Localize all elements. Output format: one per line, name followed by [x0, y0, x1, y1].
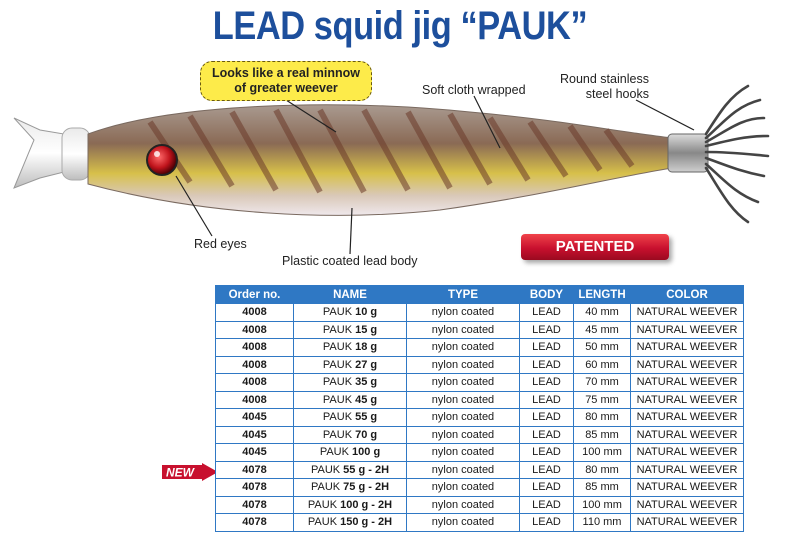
- color-cell: NATURAL WEEVER: [631, 339, 744, 357]
- name-prefix: PAUK: [307, 498, 338, 511]
- name-weight: 27 g: [355, 358, 378, 371]
- body-cell: LEAD: [520, 321, 574, 339]
- order-number-cell: 4008: [216, 321, 294, 339]
- table-row: [216, 496, 744, 514]
- name-prefix: PAUK: [322, 341, 353, 354]
- type-cell: nylon coated: [407, 514, 520, 532]
- body-cell: LEAD: [520, 461, 574, 479]
- type-cell: nylon coated: [407, 304, 520, 322]
- minnow-line-1: Looks like a real minnow: [212, 66, 360, 80]
- type-cell: nylon coated: [407, 409, 520, 427]
- length-cell: 80 mm: [574, 409, 631, 427]
- body-cell: LEAD: [520, 479, 574, 497]
- name-cell: [294, 339, 407, 357]
- length-cell: 85 mm: [574, 426, 631, 444]
- column-header: TYPE: [407, 286, 520, 304]
- body-cell: LEAD: [520, 304, 574, 322]
- new-badge: [162, 463, 218, 481]
- order-number-cell: 4078: [216, 514, 294, 532]
- column-header: NAME: [294, 286, 407, 304]
- tail-cap: [14, 118, 64, 188]
- type-cell: nylon coated: [407, 496, 520, 514]
- order-number-cell: 4008: [216, 391, 294, 409]
- color-cell: NATURAL WEEVER: [631, 391, 744, 409]
- order-number-cell: 4078: [216, 496, 294, 514]
- length-cell: 70 mm: [574, 374, 631, 392]
- color-cell: NATURAL WEEVER: [631, 514, 744, 532]
- table-header-row: [216, 286, 744, 304]
- color-cell: NATURAL WEEVER: [631, 444, 744, 462]
- table-row: [216, 479, 744, 497]
- color-cell: NATURAL WEEVER: [631, 321, 744, 339]
- type-cell: nylon coated: [407, 356, 520, 374]
- name-cell: [294, 426, 407, 444]
- name-prefix: PAUK: [319, 446, 349, 459]
- product-table-wrap: [215, 285, 743, 532]
- name-cell: [294, 444, 407, 462]
- name-weight: 150 g - 2H: [340, 516, 393, 529]
- name-cell: [294, 374, 407, 392]
- name-prefix: PAUK: [322, 306, 353, 319]
- new-label: NEW: [166, 465, 194, 480]
- color-cell: NATURAL WEEVER: [631, 304, 744, 322]
- order-number-cell: 4078: [216, 479, 294, 497]
- name-prefix: PAUK: [322, 376, 353, 389]
- name-weight: 10 g: [355, 306, 378, 319]
- body-cell: LEAD: [520, 356, 574, 374]
- name-weight: 45 g: [355, 393, 378, 406]
- length-cell: 60 mm: [574, 356, 631, 374]
- color-cell: NATURAL WEEVER: [631, 426, 744, 444]
- name-cell: [294, 409, 407, 427]
- body-cell: LEAD: [520, 496, 574, 514]
- color-cell: NATURAL WEEVER: [631, 356, 744, 374]
- table-row: [216, 426, 744, 444]
- type-cell: nylon coated: [407, 479, 520, 497]
- line-tie: [62, 128, 90, 180]
- body-cell: LEAD: [520, 409, 574, 427]
- table-row: [216, 321, 744, 339]
- length-cell: 75 mm: [574, 391, 631, 409]
- patented-badge: PATENTED: [521, 234, 669, 260]
- order-number-cell: 4008: [216, 339, 294, 357]
- name-weight: 75 g - 2H: [343, 481, 390, 494]
- page-title: LEAD squid jig “PAUK”: [212, 4, 588, 48]
- eyes-callout: Red eyes: [194, 237, 247, 251]
- name-weight: 55 g - 2H: [343, 463, 390, 476]
- column-header: LENGTH: [574, 286, 631, 304]
- table-row: [216, 461, 744, 479]
- product-table: [215, 285, 744, 532]
- cloth-callout: Soft cloth wrapped: [422, 83, 526, 97]
- body-cell: LEAD: [520, 426, 574, 444]
- name-weight: 100 g: [352, 446, 381, 459]
- length-cell: 85 mm: [574, 479, 631, 497]
- order-number-cell: 4045: [216, 426, 294, 444]
- body-cell: LEAD: [520, 374, 574, 392]
- color-cell: NATURAL WEEVER: [631, 409, 744, 427]
- column-header: BODY: [520, 286, 574, 304]
- name-cell: [294, 391, 407, 409]
- type-cell: nylon coated: [407, 391, 520, 409]
- color-cell: NATURAL WEEVER: [631, 496, 744, 514]
- length-cell: 45 mm: [574, 321, 631, 339]
- type-cell: nylon coated: [407, 321, 520, 339]
- name-prefix: PAUK: [322, 393, 353, 406]
- table-row: [216, 391, 744, 409]
- table-row: [216, 374, 744, 392]
- color-cell: NATURAL WEEVER: [631, 374, 744, 392]
- type-cell: nylon coated: [407, 374, 520, 392]
- order-number-cell: 4008: [216, 304, 294, 322]
- name-weight: 55 g: [355, 411, 378, 424]
- red-eye: [147, 145, 177, 175]
- order-number-cell: 4045: [216, 444, 294, 462]
- order-number-cell: 4008: [216, 374, 294, 392]
- body-cell: LEAD: [520, 514, 574, 532]
- length-cell: 80 mm: [574, 461, 631, 479]
- table-row: [216, 339, 744, 357]
- name-weight: 35 g: [355, 376, 378, 389]
- name-prefix: PAUK: [322, 411, 353, 424]
- name-weight: 100 g - 2H: [340, 498, 393, 511]
- hooks-line-1: Round stainless: [560, 72, 649, 86]
- color-cell: NATURAL WEEVER: [631, 461, 744, 479]
- name-cell: [294, 479, 407, 497]
- name-weight: 15 g: [355, 323, 378, 336]
- table-row: [216, 304, 744, 322]
- name-cell: [294, 356, 407, 374]
- length-cell: 110 mm: [574, 514, 631, 532]
- order-number-cell: 4008: [216, 356, 294, 374]
- order-number-cell: 4078: [216, 461, 294, 479]
- hooks-callout: [560, 72, 649, 102]
- length-cell: 40 mm: [574, 304, 631, 322]
- minnow-line-2: of greater weever: [234, 81, 338, 95]
- body-cell: LEAD: [520, 391, 574, 409]
- body-cell: LEAD: [520, 339, 574, 357]
- name-prefix: PAUK: [322, 358, 353, 371]
- name-cell: [294, 461, 407, 479]
- name-cell: [294, 321, 407, 339]
- column-header: Order no.: [216, 286, 294, 304]
- minnow-callout: [200, 61, 372, 101]
- name-cell: [294, 514, 407, 532]
- table-row: [216, 514, 744, 532]
- name-weight: 18 g: [355, 341, 378, 354]
- body-callout: Plastic coated lead body: [282, 254, 418, 268]
- table-row: [216, 409, 744, 427]
- color-cell: NATURAL WEEVER: [631, 479, 744, 497]
- table-row: [216, 356, 744, 374]
- name-prefix: PAUK: [310, 463, 341, 476]
- table-body: [216, 304, 744, 532]
- column-header: COLOR: [631, 286, 744, 304]
- type-cell: nylon coated: [407, 426, 520, 444]
- length-cell: 50 mm: [574, 339, 631, 357]
- length-cell: 100 mm: [574, 444, 631, 462]
- type-cell: nylon coated: [407, 461, 520, 479]
- name-prefix: PAUK: [307, 516, 338, 529]
- name-prefix: PAUK: [322, 323, 353, 336]
- table-row: [216, 444, 744, 462]
- name-cell: [294, 496, 407, 514]
- hook-crown: [706, 86, 768, 222]
- hooks-line-2: steel hooks: [585, 87, 649, 101]
- type-cell: nylon coated: [407, 339, 520, 357]
- length-cell: 100 mm: [574, 496, 631, 514]
- name-prefix: PAUK: [310, 481, 341, 494]
- name-weight: 70 g: [355, 428, 378, 441]
- body-cell: LEAD: [520, 444, 574, 462]
- hook-collar: [668, 134, 708, 172]
- name-cell: [294, 304, 407, 322]
- order-number-cell: 4045: [216, 409, 294, 427]
- name-prefix: PAUK: [322, 428, 353, 441]
- type-cell: nylon coated: [407, 444, 520, 462]
